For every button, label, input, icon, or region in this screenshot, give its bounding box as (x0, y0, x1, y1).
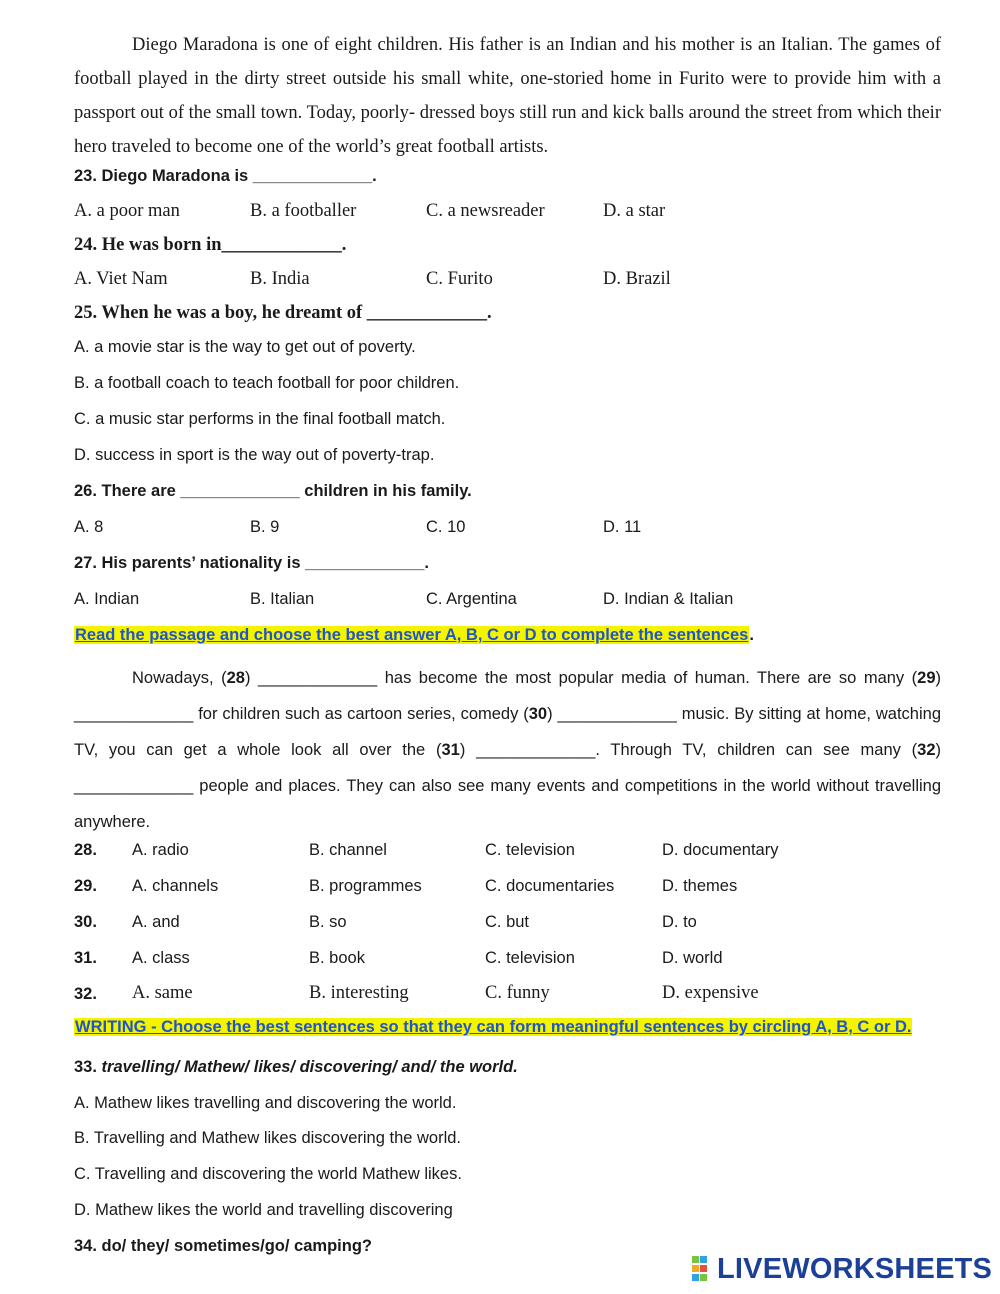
q25-option-c[interactable]: C. a music star performs in the final football match. (74, 410, 446, 428)
q30-option-a[interactable]: A. and (132, 913, 180, 931)
question-23: 23. Diego Maradona is _____________. (74, 167, 377, 185)
cloze-number-30: 30. (74, 913, 97, 931)
blank-31: 31 (441, 741, 460, 759)
blank-32: 32 (917, 741, 936, 759)
q30-option-b[interactable]: B. so (309, 913, 347, 931)
q23-option-d[interactable]: D. a star (603, 201, 666, 221)
q29-option-b[interactable]: B. programmes (309, 877, 422, 895)
q33-option-d[interactable]: D. Mathew likes the world and travelling discovering (74, 1201, 453, 1219)
logo-text: LIVEWORKSHEETS (717, 1252, 993, 1285)
q31-option-a[interactable]: A. class (132, 949, 190, 967)
q23-option-c[interactable]: C. a newsreader (426, 201, 545, 221)
q27-option-c[interactable]: C. Argentina (426, 590, 517, 608)
q24-option-c[interactable]: C. Furito (426, 269, 493, 289)
question-25: 25. When he was a boy, he dreamt of _____________. (74, 303, 492, 323)
instruction-highlight: Read the passage and choose the best answer A, B, C or D to complete the sentences (75, 626, 749, 644)
q32-option-a[interactable]: A. same (132, 983, 193, 1003)
cloze-number-28: 28. (74, 841, 97, 859)
q30-option-d[interactable]: D. to (662, 913, 697, 931)
liveworksheets-logo (692, 1254, 992, 1284)
blank-29: 29 (917, 669, 936, 687)
q29-option-a[interactable]: A. channels (132, 877, 219, 895)
question-27: 27. His parents’ nationality is _____________. (74, 554, 429, 572)
q27-option-b[interactable]: B. Italian (250, 590, 315, 608)
question-24: 24. He was born in_____________. (74, 235, 347, 255)
question-34: 34. do/ they/ sometimes/go/ camping? (74, 1237, 372, 1255)
cloze-number-32: 32. (74, 985, 97, 1003)
q24-option-b[interactable]: B. India (250, 269, 310, 289)
q31-option-d[interactable]: D. world (662, 949, 723, 967)
section-instruction-reading: Read the passage and choose the best answer A, B, C or D to complete the sentences. (75, 626, 754, 644)
q23-option-b[interactable]: B. a footballer (250, 201, 357, 221)
q29-option-c[interactable]: C. documentaries (485, 877, 615, 895)
q26-option-a[interactable]: A. 8 (74, 518, 104, 536)
q33-option-b[interactable]: B. Travelling and Mathew likes discovering the world. (74, 1129, 462, 1147)
cloze-number-29: 29. (74, 877, 97, 895)
q24-option-d[interactable]: D. Brazil (603, 269, 671, 289)
q32-option-d[interactable]: D. expensive (662, 983, 759, 1003)
reading-passage-1: Diego Maradona is one of eight children. His father is an Indian and his mother is an Italian. The games of football played in the dirty street outside his small white, one-storied home in Furito were to provide him with a passport out of the small town. Today, poorly- dressed boys still run and kick balls around the street from which their hero traveled to become one of the world’s great football artists. (74, 35, 941, 157)
q28-option-d[interactable]: D. documentary (662, 841, 779, 859)
q33-option-c[interactable]: C. Travelling and discovering the world Mathew likes. (74, 1165, 462, 1183)
blank-28: 28 (226, 669, 245, 687)
q28-option-a[interactable]: A. radio (132, 841, 189, 859)
q27-option-a[interactable]: A. Indian (74, 590, 140, 608)
reading-passage-2: Nowadays, (28) _____________ has become the most popular media of human. There are so many (29) _____________ for children such as cartoon series, comedy (30) _____________ music. By sitting at home, watching TV, you can get a whole look all over the (31) _____________. Through TV, children can see many (32) _____________ people and places. They can also see many events and competitions in the world without travelling anywhere. (74, 669, 942, 831)
q26-option-c[interactable]: C. 10 (426, 518, 466, 536)
q25-option-d[interactable]: D. success in sport is the way out of poverty-trap. (74, 446, 435, 464)
q32-option-c[interactable]: C. funny (485, 983, 550, 1003)
q33-prompt: travelling/ Mathew/ likes/ discovering/ and/ the world. (101, 1058, 518, 1076)
cloze-number-31: 31. (74, 949, 97, 967)
blank-30: 30 (528, 705, 548, 723)
q28-option-b[interactable]: B. channel (309, 841, 387, 859)
q26-option-b[interactable]: B. 9 (250, 518, 280, 536)
section-instruction-writing (74, 1018, 912, 1037)
question-33: 33. travelling/ Mathew/ likes/ discovering/ and/ the world. (74, 1058, 518, 1076)
writing-instruction-highlight: WRITING - Choose the best sentences so that they can form meaningful sentences by circling A, B, C or D. (75, 1018, 912, 1036)
q30-option-c[interactable]: C. but (485, 913, 530, 931)
question-26: 26. There are _____________ children in his family. (74, 482, 472, 500)
q31-option-c[interactable]: C. television (485, 949, 575, 967)
q31-option-b[interactable]: B. book (309, 949, 365, 967)
q24-option-a[interactable]: A. Viet Nam (74, 269, 168, 289)
q28-option-c[interactable]: C. television (485, 841, 575, 859)
q29-option-d[interactable]: D. themes (662, 877, 738, 895)
q32-option-b[interactable]: B. interesting (309, 983, 409, 1003)
liveworksheets-icon (692, 1256, 714, 1282)
q33-option-a[interactable]: A. Mathew likes travelling and discovering the world. (74, 1094, 457, 1112)
q25-option-b[interactable]: B. a football coach to teach football for poor children. (74, 374, 460, 392)
q27-option-d[interactable]: D. Indian & Italian (603, 590, 734, 608)
q23-option-a[interactable]: A. a poor man (74, 201, 180, 221)
q25-option-a[interactable]: A. a movie star is the way to get out of poverty. (74, 338, 416, 356)
q26-option-d[interactable]: D. 11 (603, 518, 642, 536)
